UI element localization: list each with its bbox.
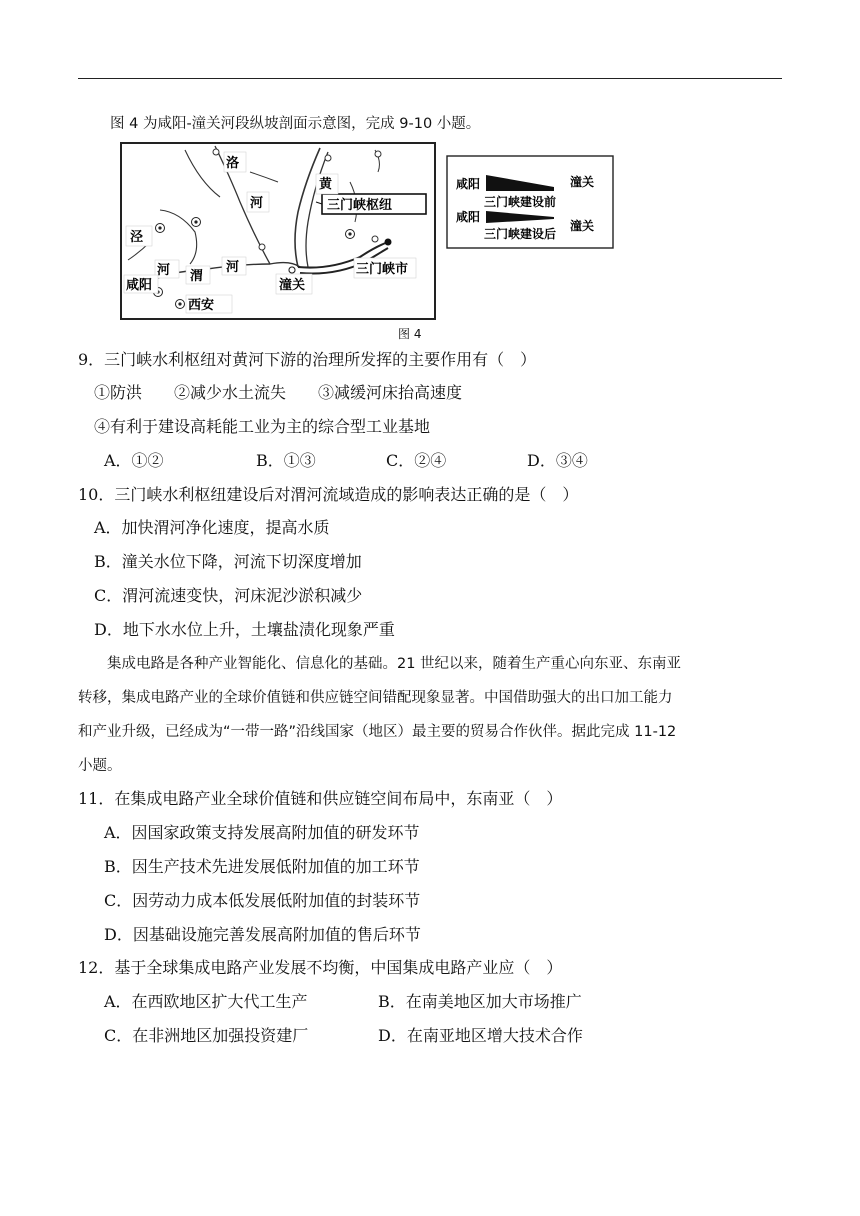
label-xian: 西安: [188, 298, 215, 313]
q11-option-d: D．因基础设施完善发展高附加值的售后环节: [104, 925, 421, 944]
q10-option-a: A．加快渭河净化速度，提高水质: [94, 518, 330, 537]
q11-option-b: B．因生产技术先进发展低附加值的加工环节: [104, 857, 420, 876]
label-he3: 河: [226, 260, 240, 275]
q9-option-b: B．①③: [256, 451, 316, 470]
q9-items-line2: ④有利于建设高耗能工业为主的综合型工业基地: [94, 417, 431, 436]
label-jing: 泾: [130, 230, 144, 245]
q11-option-a: A．因国家政策支持发展高附加值的研发环节: [104, 823, 420, 842]
q9-items-line1: ①防洪 ②减少水土流失 ③减缓河床抬高速度: [94, 383, 463, 402]
header-rule: [78, 78, 782, 79]
profile-xianyang-top: 咸阳: [456, 177, 481, 191]
q11-stem: 11．在集成电路产业全球价值链和供应链空间布局中，东南亚（ ）: [78, 789, 563, 808]
label-wei: 渭: [190, 269, 204, 284]
city-symbol-3: [346, 230, 355, 239]
q10-stem: 10．三门峡水利枢纽建设后对渭河流域造成的影响表达正确的是（ ）: [78, 485, 579, 504]
q9-option-d: D．③④: [527, 451, 588, 470]
profile-before-label: 三门峡建设前: [484, 195, 557, 209]
label-xianyang: 咸阳: [126, 278, 153, 293]
q12-option-b: B．在南美地区加大市场推广: [378, 992, 582, 1011]
city-symbol-2: [156, 224, 165, 233]
q10-option-c: C．渭河流速变快，河床泥沙淤积减少: [94, 586, 363, 605]
label-he2: 河: [157, 263, 171, 278]
passage-line-3: 和产业升级，已经成为“一带一路”沿线国家（地区）最主要的贸易合作伙伴。据此完成 11-12: [78, 724, 677, 740]
q9-option-c: C．②④: [386, 451, 447, 470]
q12-option-c: C．在非洲地区加强投资建厂: [104, 1026, 309, 1045]
tongguan-symbol: [289, 267, 295, 273]
profile-xianyang-bottom: 咸阳: [456, 210, 481, 224]
q12-stem: 12．基于全球集成电路产业发展不均衡，中国集成电路产业应（ ）: [78, 958, 563, 977]
map-figure: [120, 142, 436, 320]
label-luo: 洛: [226, 156, 240, 171]
passage-line-4: 小题。: [78, 758, 122, 774]
q9-stem: 9．三门峡水利枢纽对黄河下游的治理所发挥的主要作用有（ ）: [78, 350, 537, 369]
profile-after-label: 三门峡建设后: [484, 227, 557, 241]
q9-option-a: A．①②: [104, 451, 164, 470]
city-symbol-1: [192, 218, 201, 227]
q10-option-d: D．地下水水位上升，土壤盐渍化现象严重: [94, 620, 395, 639]
passage-line-1: 集成电路是各种产业智能化、信息化的基础。21 世纪以来，随着生产重心向东亚、东南亚: [78, 656, 682, 672]
passage-line-2: 转移，集成电路产业的全球价值链和供应链空间错配现象显著。中国借助强大的出口加工能力: [78, 690, 673, 706]
profile-tongguan-bottom: 潼关: [570, 219, 595, 233]
label-sanmenxia-city: 三门峡市: [356, 262, 409, 277]
figure-caption: 图 4: [398, 327, 422, 341]
q11-option-c: C．因劳动力成本低发展低附加值的封装环节: [104, 891, 421, 910]
q12-option-d: D．在南亚地区增大技术合作: [378, 1026, 583, 1045]
sanmenxia-dam-symbol: [385, 239, 392, 246]
label-tongguan: 潼关: [279, 278, 306, 293]
profile-figure: [446, 155, 614, 249]
label-he1: 河: [250, 196, 264, 211]
xian-symbol: [176, 300, 185, 309]
profile-tongguan-top: 潼关: [570, 175, 595, 189]
label-sanmenxia-hub: 三门峡枢纽: [327, 198, 393, 213]
q12-option-a: A．在西欧地区扩大代工生产: [104, 992, 308, 1011]
intro-9-10: 图 4 为咸阳-潼关河段纵坡剖面示意图，完成 9-10 小题。: [110, 116, 481, 132]
river-map: [120, 142, 436, 320]
q10-option-b: B．潼关水位下降，河流下切深度增加: [94, 552, 362, 571]
profile-diagram: [446, 155, 614, 249]
label-huang: 黄: [319, 177, 333, 192]
